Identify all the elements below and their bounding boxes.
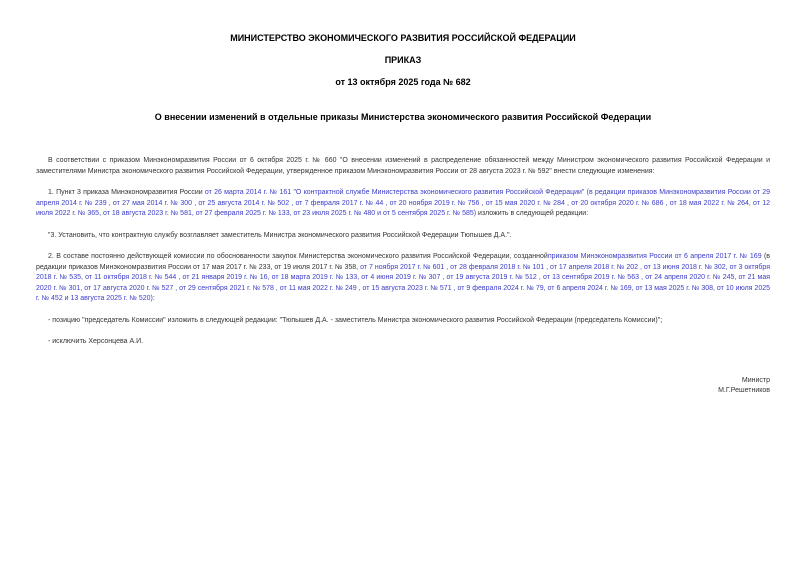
intro-text: В соответствии с приказом Минэкономразвития России от 6 октября 2025 г. № 660 "О внесении изменений в распределение обязанностей между Министром экономического развития Российской Федерации и заместителями Министра экономического развития Российской Федерации, утвержденное приказом Минэкономразвития России от 28 августа 2023 г. № 592" внести следующие изменения: (36, 157, 770, 175)
amendment-orders-list-link[interactable]: от 7 ноября 2017 г. № 601 , от 28 февраля 2018 г. № 101 , от 17 апреля 2018 г. № 202 , от 13 июня 2018 г. № 302, от 3 октября 2018 г. № 535, от 11 октября 2018 г. № 544 , от 21 января 2019 г. № 16, от 18 марта 2019 г. № 133, от 4 июня 2019 г. № 307 , от 19 августа 2019 г. № 512 , от 13 сентября 2019 г. № 563 , от 24 апреля 2020 г. № 245, от 21 мая 2020 г. № 301, от 17 августа 2020 г. № 527 , от 29 сентября 2021 г. № 578 , от 11 мая 2022 г. № 249 , от 15 августа 2023 г. № 571 , от 9 февраля 2024 г. № 79, от 6 апреля 2024 г. № 169, от 13 мая 2025 г. № 308, от 10 июля 2025 г. № 452 и 13 августа 2025 г. № 520) (36, 263, 770, 302)
point-1-paragraph (36, 188, 770, 220)
ministry-name: МИНИСТЕРСТВО ЭКОНОМИЧЕСКОГО РАЗВИТИЯ РОССИЙСКОЙ ФЕДЕРАЦИИ (230, 33, 576, 43)
list-item-exclude-member (36, 337, 770, 348)
list-item-chairman-position (36, 316, 770, 327)
list-item-chairman-text: - позицию "председатель Комиссии" изложить в следующей редакции: "Тюпышев Д.А. - заместитель Министра экономического развития Российской Федерации (председатель Комиссии)"; (48, 316, 663, 324)
point-2-lead-text: 2. В составе постоянно действующей комиссии по обоснованности закупок Министерства экономического развития Российской Федерации, созданной (48, 253, 548, 260)
signature-block (36, 376, 770, 397)
quoted-wording-paragraph (36, 231, 770, 242)
order-169-citation-link[interactable]: приказом Минэкономразвития России от 6 апреля 2017 г. № 169 (547, 253, 762, 260)
list-item-exclude-text: - исключить Херсонцева А.И. (48, 338, 144, 345)
point-2-tail-text: : (152, 295, 155, 302)
document-date-number: от 13 октября 2025 года № 682 (335, 77, 471, 87)
order-161-citation-link[interactable]: от 26 марта 2014 г. № 161 "О контрактной службе Министерства экономического развития Российской Федерации" (в редакции приказов Минэкономразвития России от 29 апреля 2014 г. № 239 , от 27 мая 2014 г. № 300 , от 25 августа 2014 г. № 502 , от 7 февраля 2017 г. № 44 , от 20 ноября 2019 г. № 756 , от 15 мая 2020 г. № 284 , от 20 октября 2020 г. № 686 , от 18 мая 2022 г. № 264, от 12 июля 2022 г. № 365, от 18 августа 2023 г. № 581, от 27 февраля 2025 г. № 133, от 23 июля 2025 г. № 480 и от 5 сентября 2025 г. № 585) (36, 189, 770, 217)
point-1-lead-text: 1. Пункт 3 приказа Минэкономразвития России (48, 189, 205, 196)
point-2-paragraph (36, 252, 770, 305)
signer-position: Министр (741, 376, 770, 384)
document-title: О внесении изменений в отдельные приказы Министерства экономического развития Российской Федерации (154, 112, 652, 122)
signer-name: М.Г.Решетников (718, 387, 770, 394)
document-body (36, 156, 770, 348)
quoted-wording-text: "3. Установить, что контрактную службу возглавляет заместитель Министра экономического развития Российской Федерации Тюпышев Д.А.". (48, 231, 512, 239)
document-type: ПРИКАЗ (384, 55, 422, 65)
document-header (36, 33, 770, 123)
intro-paragraph (36, 156, 770, 177)
point-2-mid-text: (в редакции приказов Минэкономразвития России от 17 мая 2017 г. № 233, от 19 июля 2017 г. № 358, (36, 253, 771, 271)
point-1-tail-text: изложить в следующей редакции: (476, 210, 589, 217)
